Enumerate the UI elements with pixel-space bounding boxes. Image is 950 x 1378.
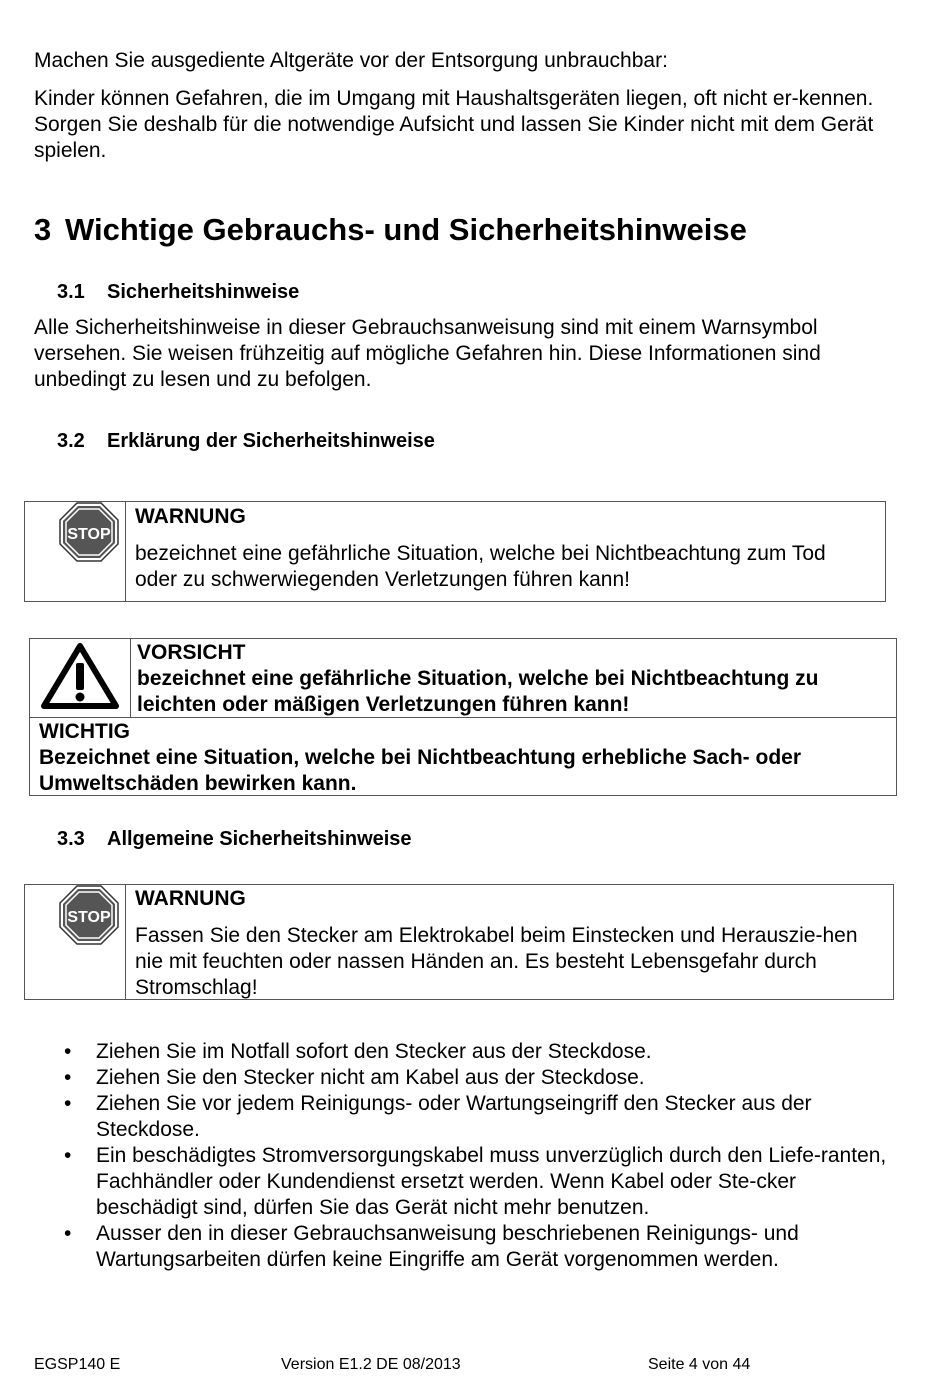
section-3-3-heading <box>57 826 412 852</box>
warning-icon-cell <box>25 502 126 601</box>
list-item: • Ziehen Sie den Stecker nicht am Kabel aus der Steckdose. <box>34 1065 894 1091</box>
warning-title-2: WARNUNG <box>135 887 246 910</box>
section-3-heading <box>34 212 747 248</box>
section-3-1-text: Alle Sicherheitshinweise in dieser Gebrauchsanweisung sind mit einem Warnsymbol versehen. Sie weisen frühzeitig auf mögliche Gefahren hin. Diese Informationen sind unbedingt zu lesen und zu befolgen. <box>34 316 821 391</box>
warning-box-2 <box>24 884 894 1000</box>
stop-sign-text: STOP <box>67 526 111 543</box>
caution-text: bezeichnet eine gefährliche Situation, welche bei Nichtbeachtung zu leichten oder mäßigen Verletzungen führen kann! <box>137 667 819 716</box>
caution-table <box>29 638 897 796</box>
footer-page: Seite 4 von 44 <box>648 1356 751 1373</box>
section-3-number: 3 <box>34 212 52 247</box>
warning-box <box>24 501 886 602</box>
warning-title: WARNUNG <box>135 505 246 528</box>
list-item: • Ziehen Sie vor jedem Reinigungs- oder Wartungseingriff den Stecker aus der Steckdose. <box>34 1091 894 1143</box>
footer-version: Version E1.2 DE 08/2013 <box>281 1356 461 1373</box>
important-text: Bezeichnet eine Situation, welche bei Nichtbeachtung erhebliche Sach- oder Umweltschäden bewirken kann. <box>39 746 801 795</box>
caution-title: VORSICHT <box>137 641 246 664</box>
warning-text: bezeichnet eine gefährliche Situation, welche bei Nichtbeachtung zum Tod oder zu schwerwiegenden Verletzungen führen kann! <box>135 542 826 591</box>
table-divider <box>30 717 896 718</box>
warning-icon-cell-2 <box>25 885 126 999</box>
list-item: • Ein beschädigtes Stromversorgungskabel muss unverzüglich durch den Liefe-ranten, Fachhändler oder Kundendienst ersetzt werden. Wenn Kabel oder Ste-cker beschädigt sind, dürfen Sie das Gerät nicht mehr benutzen. <box>34 1143 894 1221</box>
caution-icon-cell <box>30 639 131 717</box>
warning-text-2: Fassen Sie den Stecker am Elektrokabel beim Einstecken und Herauszie-hen nie mit feuchten oder nassen Händen an. Es besteht Lebensgefahr durch Stromschlag! <box>135 924 858 999</box>
stop-sign-icon <box>59 502 119 562</box>
section-3-3-title: Allgemeine Sicherheitshinweise <box>107 828 412 850</box>
list-item: • Ziehen Sie im Notfall sofort den Stecker aus der Steckdose. <box>34 1039 894 1065</box>
stop-sign-text-2: STOP <box>67 909 111 926</box>
section-3-1-heading <box>57 279 299 305</box>
section-3-3-number: 3.3 <box>57 828 85 850</box>
section-3-2-heading <box>57 428 435 454</box>
important-title: WICHTIG <box>39 720 130 743</box>
section-3-title: Wichtige Gebrauchs- und Sicherheitshinweise <box>65 212 747 247</box>
safety-bullet-list <box>34 1039 894 1273</box>
intro-line: Machen Sie ausgediente Altgeräte vor der Entsorgung unbrauchbar: <box>34 49 668 72</box>
warning-triangle-icon <box>41 643 119 709</box>
footer-model: EGSP140 E <box>34 1356 121 1373</box>
stop-sign-icon-2 <box>59 885 119 945</box>
section-3-2-title: Erklärung der Sicherheitshinweise <box>107 430 435 452</box>
intro-paragraph: Kinder können Gefahren, die im Umgang mit Haushaltsgeräten liegen, oft nicht er-kennen. Sorgen Sie deshalb für die notwendige Aufsicht und lassen Sie Kinder nicht mit dem Gerät spielen. <box>34 87 874 162</box>
list-item: • Ausser den in dieser Gebrauchsanweisung beschriebenen Reinigungs- und Wartungsarbeiten dürfen keine Eingriffe am Gerät vorgenommen werden. <box>34 1221 894 1273</box>
section-3-1-title: Sicherheitshinweise <box>107 281 300 303</box>
section-3-1-number: 3.1 <box>57 281 85 303</box>
section-3-2-number: 3.2 <box>57 430 85 452</box>
